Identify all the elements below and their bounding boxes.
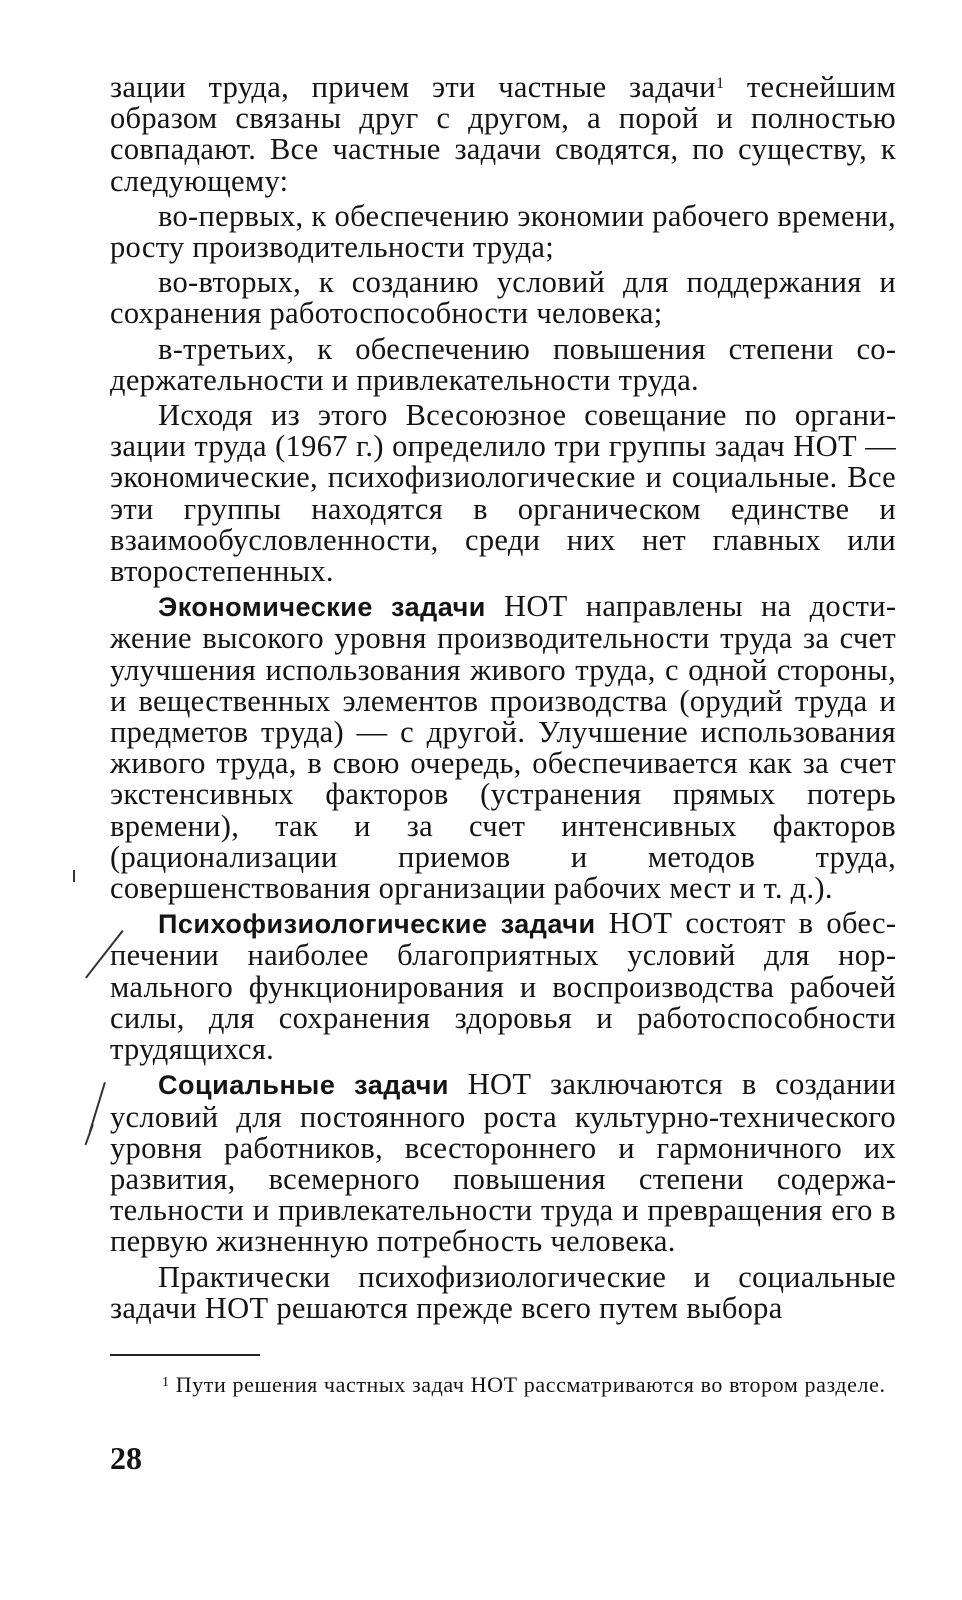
list-item-third: в-третьих, к обеспечению повышения степени содержательности и привлекательности труда. bbox=[110, 331, 896, 397]
practice-paragraph: Практически психофизиологические и социальные задачи НОТ решаются прежде всего путем выбора bbox=[110, 1259, 896, 1325]
social-paragraph bbox=[110, 1069, 896, 1257]
footnote-text: Пути решения частных задач НОТ рассматриваются во втором разделе. bbox=[169, 1372, 886, 1397]
list-item-first: во-первых, к обеспечению экономии рабочего времени, росту производительности труда; bbox=[110, 198, 896, 265]
intro-text-before: зации труда, причем эти частные задачи bbox=[110, 70, 716, 104]
psycho-paragraph bbox=[110, 908, 896, 1065]
economic-text: НОТ направлены на достижение высокого уровня производительности труда за счет улучшения использования живого труда, с одной стороны, и вещественных элементов производства (орудий труда и предметов труда) — с другой. Улучшение использования живого труда, в свою очередь, обеспечивается как за счет экстенсивных факторов (устранения прямых потерь времени), так и за счет интенсивных факторов (рационализации приемов и методов труда, совершенствования организации рабочих мест и т. д.). bbox=[110, 589, 896, 906]
list-item-second: во-вторых, к созданию условий для поддержания и сохранения работоспособности человека; bbox=[110, 265, 896, 331]
intro-text-after: теснейшим образом связаны друг с другом, а порой и полностью совпадают. Все частные задачи сводятся, по существу, к следующему: bbox=[110, 70, 896, 198]
page-number: 28 bbox=[110, 1440, 142, 1476]
economic-term: Экономические задачи bbox=[158, 592, 486, 623]
psycho-text: НОТ состоят в обеспечении наиболее благоприятных условий для нормального функционирования и воспроизводства рабочей силы, для сохранения здоровья и работоспособности трудящихся. bbox=[110, 906, 896, 1067]
intro-paragraph bbox=[110, 72, 896, 197]
footnote-mark: 1 bbox=[162, 1375, 170, 1390]
social-term: Социальные задачи bbox=[158, 1070, 449, 1101]
footnote-divider bbox=[110, 1354, 260, 1356]
economic-paragraph bbox=[110, 591, 896, 904]
page-body bbox=[110, 72, 896, 1324]
margin-pencil-mark bbox=[73, 870, 75, 882]
psycho-term: Психофизиологические задачи bbox=[158, 909, 596, 940]
social-text: НОТ заключаются в создании условий для постоянного роста культурно-технического уровня работников, всестороннего и гармоничного их развития, всемерного повышения степени содержательности и привлекательности труда и превращения его в первую жизненную потребность человека. bbox=[110, 1067, 896, 1259]
footnote bbox=[110, 1372, 896, 1398]
footnote-reference: 1 bbox=[715, 75, 725, 92]
groups-paragraph: Исходя из этого Всесоюзное совещание по организации труда (1967 г.) определило три группы задач НОТ — экономические, психофизиологические и социальные. Все эти группы находятся в органическом единстве и взаимообусловленности, среди них нет главных или второстепенных. bbox=[110, 398, 896, 589]
